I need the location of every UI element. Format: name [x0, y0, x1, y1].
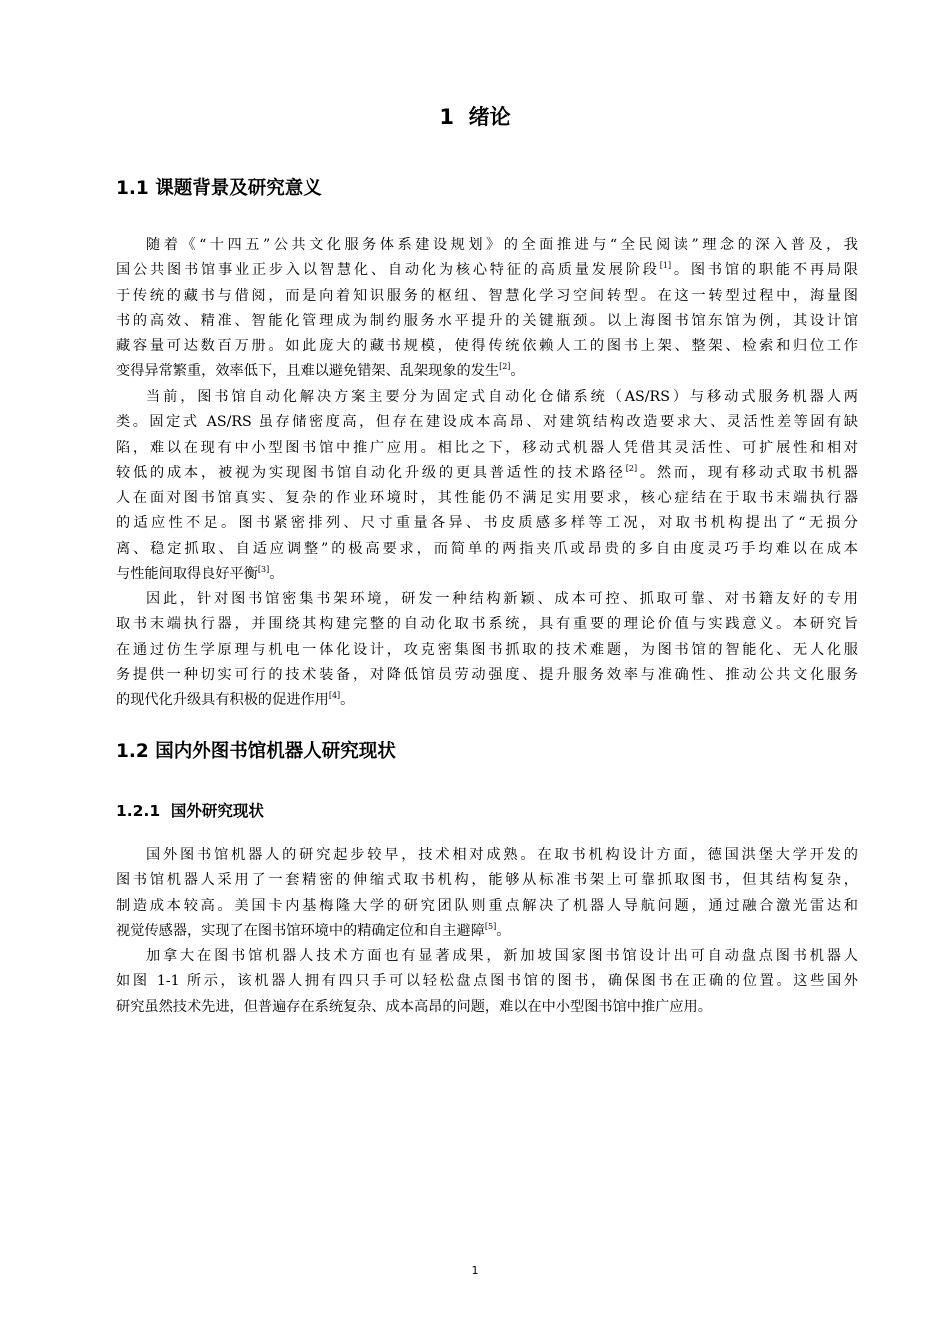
paragraph-line: 随着《“十四五”公共文化服务体系建设规划》的全面推进与“全民阅读”理念的深入普及，我 — [146, 237, 858, 253]
citation-marker: [2] — [625, 463, 638, 473]
paragraph-line: 研究虽然技术先进，但普遍存在系统复杂、成本高昂的问题，难以在中小型图书馆中推广应用。 — [116, 998, 712, 1015]
paragraph-line: 视觉传感器，实现了在图书馆环境中的精确定位和自主避障[5]。 — [116, 921, 511, 939]
paragraph-line: 取书末端执行器，并围绕其构建完整的自动化取书系统，具有重要的理论价值与实践意义。本研究旨 — [116, 616, 858, 633]
citation-marker: [5] — [484, 921, 497, 931]
paragraph-line: 离、稳定抓取、自适应调整”的极高要求，而简单的两指夹爪或昂贵的多自由度灵巧手均难以在成本 — [116, 540, 858, 557]
paragraph-line: 与性能间取得良好平衡[3]。 — [116, 565, 284, 583]
paragraph-line: 当前，图书馆自动化解决方案主要分为固定式自动化仓储系统（AS/RS）与移动式服务机器人两 — [146, 389, 858, 405]
paragraph-line: 的适应性不足。图书紧密排列、尺寸重量各异、书皮质感多样等工况，对取书机构提出了“无损分 — [116, 515, 858, 532]
page-number: 1 — [471, 1264, 479, 1277]
section-1-2-1-paragraph-2 — [116, 944, 858, 1020]
paragraph-line: 的现代化升级具有积极的促进作用[4]。 — [116, 691, 355, 709]
subsection-heading-1-2-1: 1.2.1 国外研究现状 — [116, 802, 264, 820]
citation-marker: [1] — [659, 261, 672, 271]
paragraph-line: 国公共图书馆事业正步入以智慧化、自动化为核心特征的高质量发展阶段[1]。图书馆的职能不再局限 — [116, 261, 858, 279]
paragraph-line: 图书馆机器人采用了一套精密的伸缩式取书机构，能够从标准书架上可靠抓取图书，但其结构复杂， — [116, 872, 858, 889]
paragraph-line: 人在面对图书馆真实、复杂的作业环境时，其性能仍不满足实用要求，核心症结在于取书末端执行器 — [116, 490, 858, 507]
citation-marker: [3] — [257, 565, 270, 575]
paragraph-line: 在通过仿生学原理与机电一体化设计，攻克密集图书抓取的技术难题，为图书馆的智能化、无人化服 — [116, 641, 858, 658]
paragraph-line: 类。固定式 AS/RS 虽存储密度高，但存在建设成本高昂、对建筑结构改造要求大、灵活性差等固有缺 — [116, 414, 858, 431]
paragraph-line: 因此，针对图书馆密集书架环境，研发一种结构新颖、成本可控、抓取可靠、对书籍友好的专用 — [146, 591, 858, 607]
section-1-1-paragraph-2 — [116, 385, 858, 587]
paragraph-line: 如图 1-1 所示，该机器人拥有四只手可以轻松盘点图书馆的图书，确保图书在正确的位置。这些国外 — [116, 973, 858, 990]
paragraph-line: 于传统的藏书与借阅，而是向着知识服务的枢纽、智慧化学习空间转型。在这一转型过程中，海量图 — [116, 287, 858, 304]
paragraph-line: 务提供一种切实可行的技术装备，对降低馆员劳动强度、提升服务效率与准确性、推动公共文化服务 — [116, 666, 858, 683]
paragraph-line: 变得异常繁重，效率低下，且难以避免错架、乱架现象的发生[2]。 — [116, 362, 525, 380]
section-heading-1-1: 1.1 课题背景及研究意义 — [116, 178, 322, 199]
citation-marker: [4] — [328, 691, 341, 701]
paragraph-line: 加拿大在图书馆机器人技术方面也有显著成果，新加坡国家图书馆设计出可自动盘点图书机器人 — [146, 948, 858, 964]
citation-marker: [2] — [499, 362, 511, 372]
paragraph-line: 陷，难以在现有中小型图书馆中推广应用。相比之下，移动式机器人凭借其灵活性、可扩展性和相对 — [116, 439, 858, 456]
paragraph-line: 藏容量可达数百万册。如此庞大的藏书规模，使得传统依赖人工的图书上架、整架、检索和归位工作 — [116, 338, 858, 355]
section-1-1-paragraph-3 — [116, 587, 858, 713]
paragraph-line: 制造成本较高。美国卡内基梅隆大学的研究团队则重点解决了机器人导航问题，通过融合激光雷达和 — [116, 897, 858, 914]
section-1-1-paragraph-1 — [116, 233, 858, 385]
paragraph-line: 较低的成本，被视为实现图书馆自动化升级的更具普适性的技术路径[2]。然而，现有移动式取书机器 — [116, 463, 858, 481]
paragraph-line: 书的高效、精准、智能化管理成为制约服务水平提升的关键瓶颈。以上海图书馆东馆为例，其设计馆 — [116, 312, 858, 329]
section-1-2-1-paragraph-1 — [116, 843, 858, 944]
section-heading-1-2: 1.2 国内外图书馆机器人研究现状 — [116, 741, 396, 762]
paragraph-line: 国外图书馆机器人的研究起步较早，技术相对成熟。在取书机构设计方面，德国洪堡大学开发的 — [146, 847, 858, 863]
chapter-title: 1 绪论 — [439, 105, 511, 129]
